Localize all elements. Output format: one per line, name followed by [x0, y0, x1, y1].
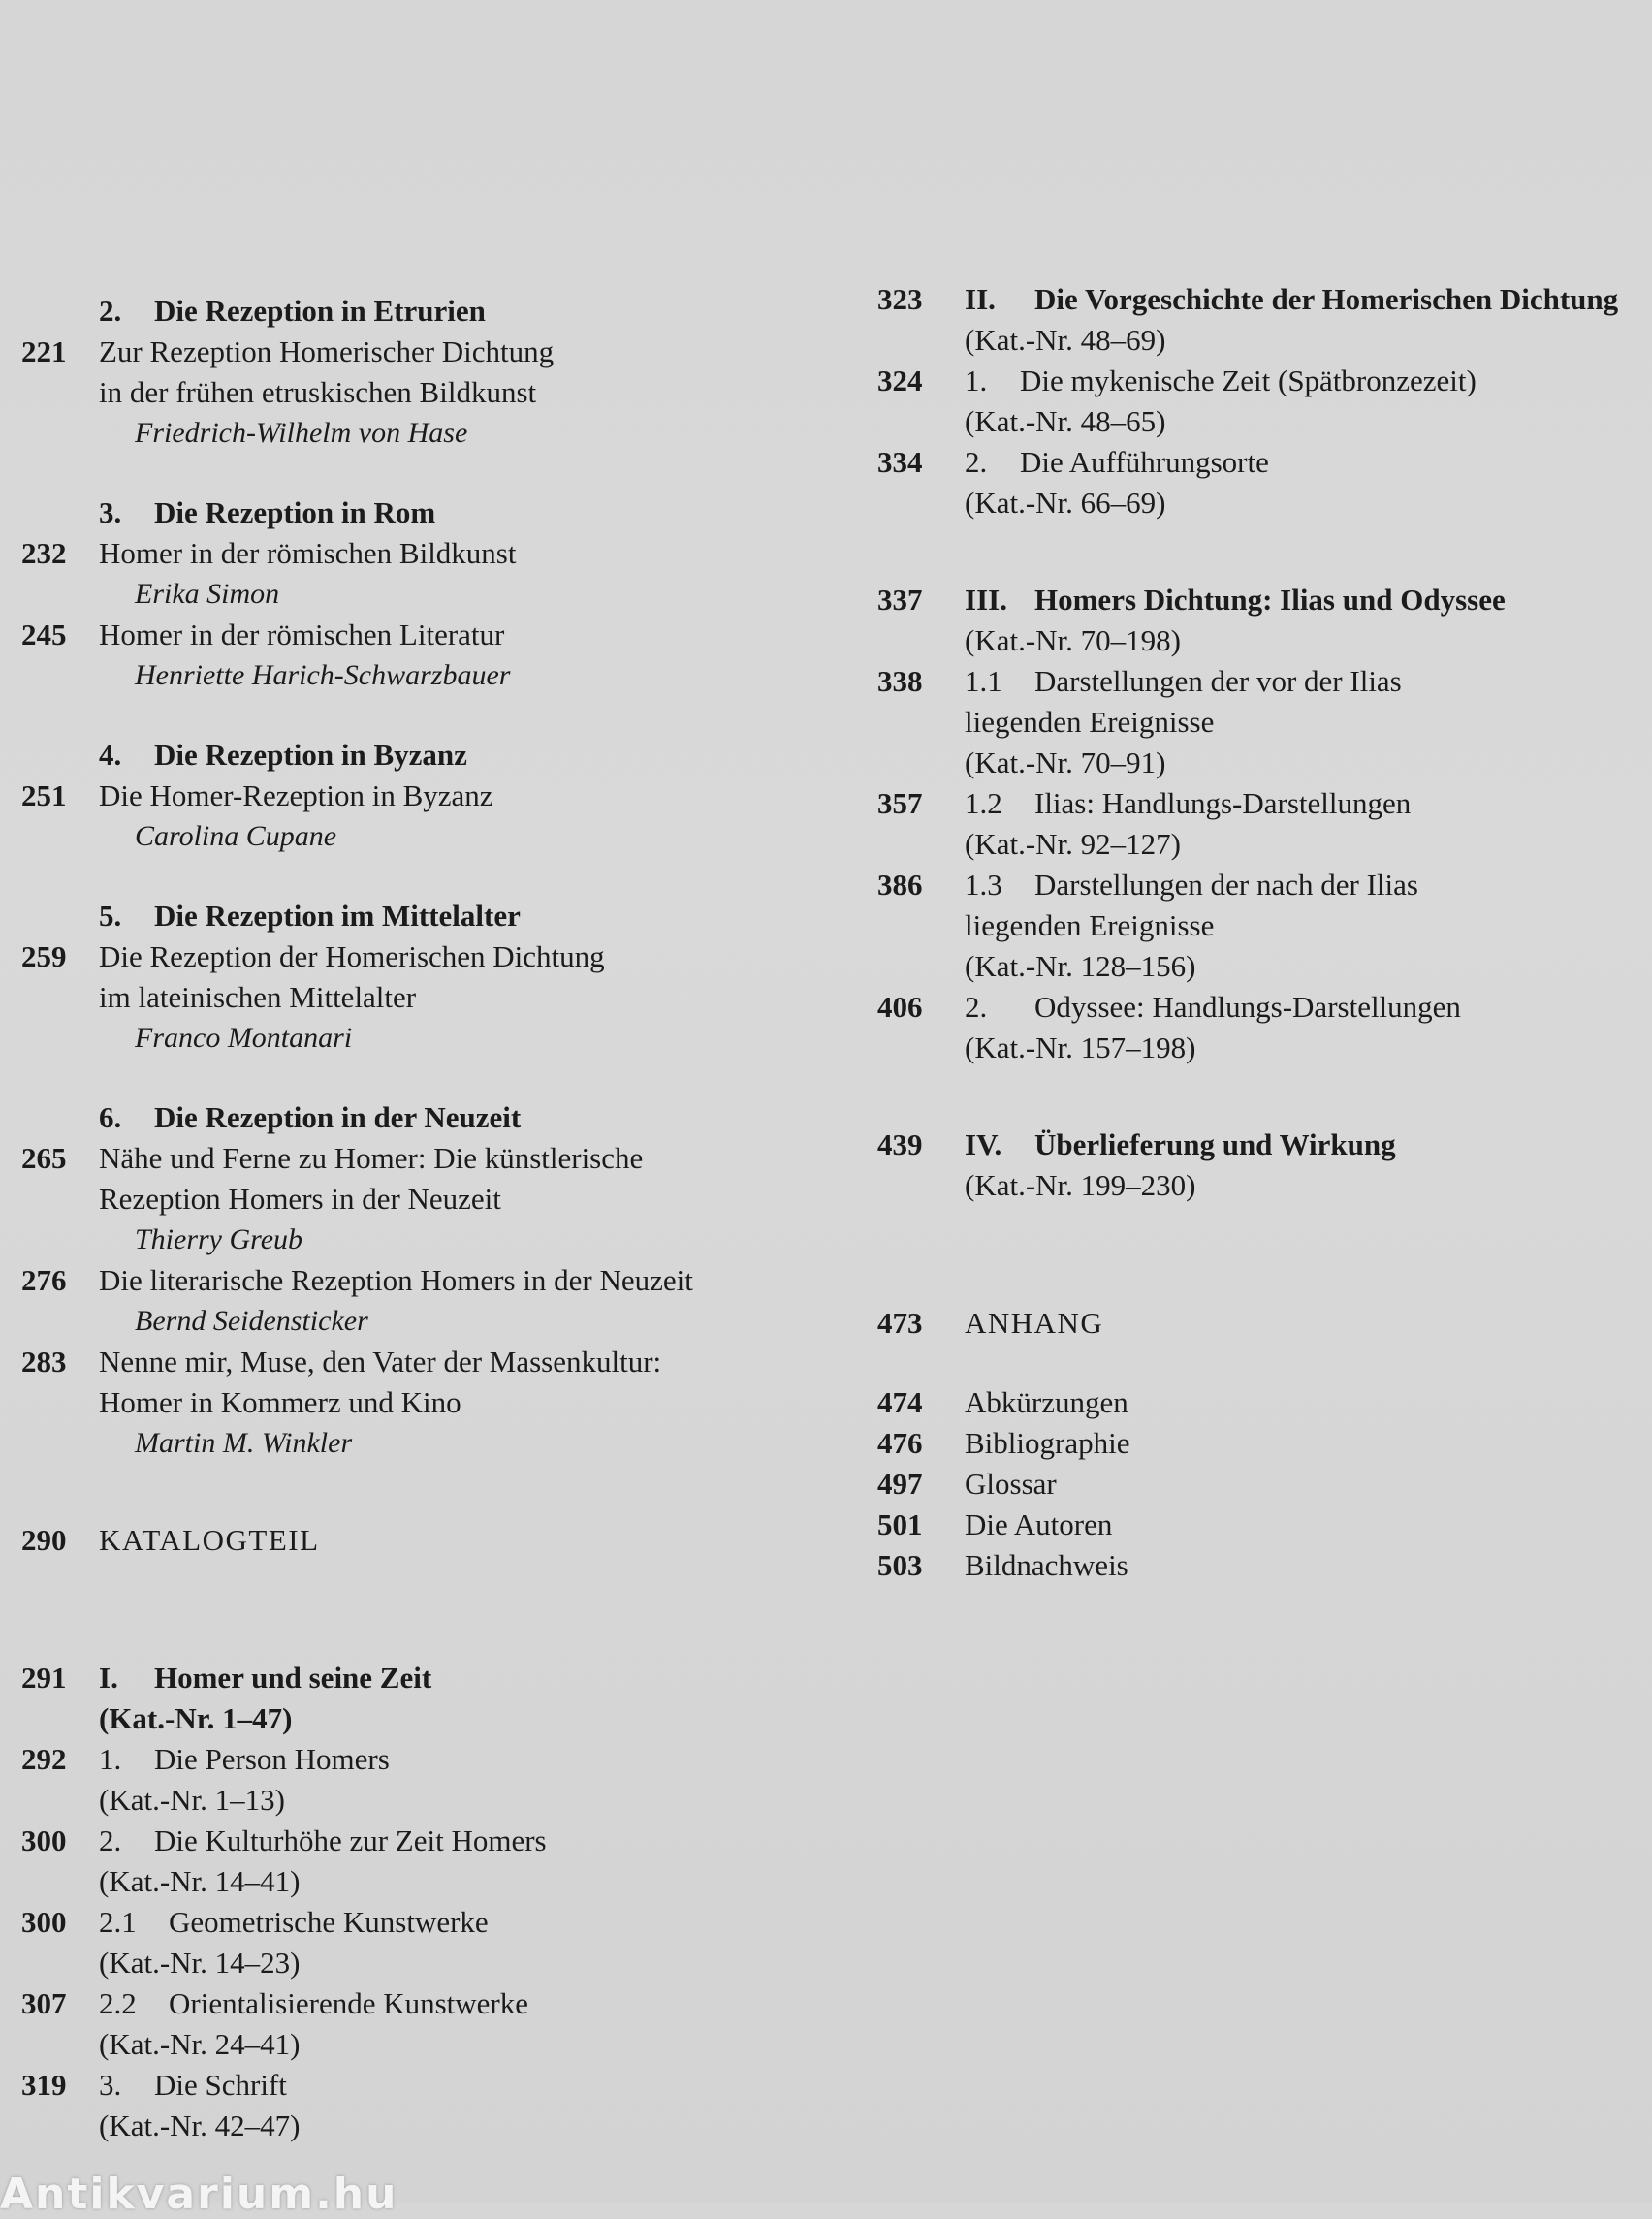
catalog-range: (Kat.-Nr. 70–198): [965, 623, 1181, 657]
catalog-title: Darstellungen der nach der Ilias: [1034, 868, 1418, 902]
page-number: 334: [877, 445, 923, 479]
section-title: Die Rezeption in der Neuzeit: [154, 1100, 522, 1134]
appendix-label: Bildnachweis: [965, 1548, 1128, 1582]
section-title: Die Rezeption im Mittelalter: [154, 899, 521, 933]
catalog-title: Die Schrift: [154, 2068, 287, 2102]
page-number: 473: [877, 1306, 923, 1340]
entry-title: Zur Rezeption Homerischer Dichtung: [99, 334, 555, 368]
page-number: 503: [877, 1548, 923, 1582]
catalog-entry: [21, 1739, 845, 1780]
section-gap: [21, 454, 845, 492]
catalog-entry: [877, 279, 1643, 320]
catalog-title: Die Aufführungsorte: [1020, 445, 1269, 479]
catalog-title-continued: liegenden Ereignisse: [965, 908, 1215, 942]
toc-left-column: [21, 291, 845, 2146]
appendix-entry: [877, 1545, 1643, 1586]
page-number: 319: [21, 2068, 67, 2102]
section-gap: [877, 523, 1643, 580]
appendix-label: Glossar: [965, 1467, 1057, 1501]
appendix-entry: [877, 1464, 1643, 1505]
toc-entry: [21, 1138, 845, 1179]
section-number: 4.: [99, 738, 122, 772]
catalog-entry: [877, 987, 1643, 1028]
entry-title: Nähe und Ferne zu Homer: Die künstlerische: [99, 1141, 644, 1175]
entry-author: Martin M. Winkler: [135, 1427, 353, 1459]
catalog-title: Geometrische Kunstwerke: [169, 1905, 489, 1939]
entry-author: Henriette Harich-Schwarzbauer: [135, 659, 511, 691]
anhang-heading: [877, 1303, 1643, 1344]
catalog-mark: 2.: [99, 1823, 122, 1857]
catalog-range: (Kat.-Nr. 24–41): [99, 2027, 301, 2061]
toc-entry: [21, 1342, 845, 1382]
page-number: 501: [877, 1507, 923, 1541]
catalog-entry-text: [99, 2065, 845, 2106]
catalog-entry: [21, 1902, 845, 1943]
katalog-heading: [21, 1520, 845, 1561]
page-number: 300: [21, 1905, 67, 1939]
page-number: 497: [877, 1467, 923, 1501]
catalog-mark: 2.: [965, 990, 988, 1024]
page-number: 276: [21, 1263, 67, 1297]
page-number: 300: [21, 1823, 67, 1857]
catalog-title: Darstellungen der vor der Ilias: [1034, 664, 1402, 698]
appendix-entry: [877, 1505, 1643, 1545]
section-gap: [21, 857, 845, 896]
section-number: 5.: [99, 899, 122, 933]
page-number: 386: [877, 868, 923, 902]
catalog-entry: [21, 1821, 845, 1861]
entry-title: Die Rezeption der Homerischen Dichtung: [99, 939, 605, 973]
entry-author: Franco Montanari: [135, 1022, 353, 1054]
entry-title: Die literarische Rezeption Homers in der Neuzeit: [99, 1263, 693, 1297]
page-number: 245: [21, 618, 67, 651]
catalog-entry-text: [99, 1983, 845, 2024]
catalog-title: Odyssee: Handlungs-Darstellungen: [1034, 990, 1461, 1024]
section-heading-text: [99, 492, 845, 533]
catalog-entry: [21, 1983, 845, 2024]
catalog-entry-text: [965, 783, 1643, 824]
section-number: 6.: [99, 1100, 122, 1134]
entry-title: Nenne mir, Muse, den Vater der Massenkultur:: [99, 1345, 662, 1379]
toc-entry: [21, 533, 845, 574]
catalog-title: Die Person Homers: [154, 1742, 390, 1776]
catalog-range: (Kat.-Nr. 14–23): [99, 1946, 301, 1980]
entry-title: Homer in der römischen Bildkunst: [99, 536, 517, 570]
watermark-text: Antikvarium.hu: [0, 2170, 398, 2219]
entry-author: Bernd Seidensticker: [135, 1305, 368, 1337]
catalog-mark: III.: [965, 583, 1007, 617]
entry-title-continued: im lateinischen Mittelalter: [99, 980, 417, 1014]
catalog-mark: 2.2: [99, 1986, 137, 2020]
katalog-label: KATALOGTEIL: [99, 1523, 320, 1557]
catalog-entry-text: [965, 442, 1643, 483]
anhang-label: ANHANG: [965, 1306, 1104, 1340]
section-number: 2.: [99, 294, 122, 328]
page-number: 221: [21, 334, 67, 368]
catalog-range: (Kat.-Nr. 157–198): [965, 1030, 1196, 1064]
catalog-entry-text: [965, 987, 1643, 1028]
section-number: 3.: [99, 495, 122, 529]
section-heading-text: [99, 291, 845, 332]
catalog-entry: [877, 442, 1643, 483]
catalog-range: (Kat.-Nr. 70–91): [965, 745, 1166, 779]
entry-author: Erika Simon: [135, 578, 280, 610]
catalog-mark: 1.: [99, 1742, 122, 1776]
catalog-entry-text: [99, 1821, 845, 1861]
section-gap: [21, 1464, 845, 1520]
entry-title: Die Homer-Rezeption in Byzanz: [99, 778, 493, 812]
entry-author: Carolina Cupane: [135, 820, 337, 852]
catalog-title: Überlieferung und Wirkung: [1034, 1127, 1396, 1161]
catalog-title: Ilias: Handlungs-Darstellungen: [1034, 786, 1412, 820]
toc-entry: [21, 615, 845, 655]
page-number: 291: [21, 1661, 67, 1695]
catalog-mark: 1.3: [965, 868, 1002, 902]
catalog-range: (Kat.-Nr. 1–13): [99, 1783, 285, 1817]
section-gap: [877, 1344, 1643, 1382]
catalog-range: (Kat.-Nr. 42–47): [99, 2108, 301, 2142]
catalog-range: (Kat.-Nr. 48–65): [965, 404, 1166, 438]
catalog-entry-text: [965, 361, 1643, 401]
catalog-entry-text: [99, 1739, 845, 1780]
catalog-entry: [877, 361, 1643, 401]
page-number: 406: [877, 990, 923, 1024]
page-number: 232: [21, 536, 67, 570]
section-title: Die Rezeption in Etrurien: [154, 294, 486, 328]
catalog-mark: I.: [99, 1661, 118, 1695]
catalog-mark: 2.: [965, 445, 988, 479]
section-gap: [21, 1059, 845, 1097]
entry-title-continued: in der frühen etruskischen Bildkunst: [99, 375, 537, 409]
appendix-label: Abkürzungen: [965, 1385, 1128, 1419]
section-heading-text: [99, 1097, 845, 1138]
catalog-mark: 1.1: [965, 664, 1002, 698]
catalog-entry-text: [965, 865, 1643, 905]
section-heading-text: [99, 896, 845, 936]
entry-title: Homer in der römischen Literatur: [99, 618, 505, 651]
catalog-range: (Kat.-Nr. 128–156): [965, 949, 1196, 983]
entry-title-continued: Rezeption Homers in der Neuzeit: [99, 1182, 501, 1216]
section-gap: [877, 1206, 1643, 1303]
catalog-title: Homer und seine Zeit: [154, 1661, 432, 1695]
catalog-title: Die Kulturhöhe zur Zeit Homers: [154, 1823, 547, 1857]
page-number: 292: [21, 1742, 67, 1776]
appendix-label: Die Autoren: [965, 1507, 1113, 1541]
section-gap: [21, 1561, 845, 1658]
catalog-mark: 1.: [965, 364, 988, 397]
section-heading: [21, 1097, 845, 1138]
catalog-title: Die mykenische Zeit (Spätbronzezeit): [1020, 364, 1477, 397]
catalog-range: (Kat.-Nr. 92–127): [965, 827, 1181, 861]
page-number: 338: [877, 664, 923, 698]
appendix-entry: [877, 1423, 1643, 1464]
toc-entry: [21, 1260, 845, 1301]
toc-entry: [21, 776, 845, 816]
appendix-label: Bibliographie: [965, 1426, 1130, 1460]
page-number: 283: [21, 1345, 67, 1379]
catalog-entry-text: [965, 1125, 1643, 1165]
catalog-mark: 1.2: [965, 786, 1002, 820]
page-number: 290: [21, 1523, 67, 1557]
catalog-mark: 3.: [99, 2068, 122, 2102]
section-heading: [21, 735, 845, 776]
page-number: 439: [877, 1127, 923, 1161]
section-heading-text: [99, 735, 845, 776]
toc-right-column: [877, 279, 1643, 1586]
catalog-mark: II.: [965, 282, 996, 316]
section-gap: [21, 696, 845, 735]
entry-title-continued: Homer in Kommerz und Kino: [99, 1385, 461, 1419]
catalog-range: (Kat.-Nr. 1–47): [99, 1701, 293, 1735]
entry-author: Friedrich-Wilhelm von Hase: [135, 417, 468, 449]
catalog-entry-text: [965, 661, 1643, 702]
catalog-title-continued: liegenden Ereignisse: [965, 705, 1215, 739]
catalog-entry: [21, 1658, 845, 1698]
catalog-title: Orientalisierende Kunstwerke: [169, 1986, 529, 2020]
catalog-mark: 2.1: [99, 1905, 137, 1939]
page-number: 323: [877, 282, 923, 316]
toc-entry: [21, 332, 845, 372]
page-number: 259: [21, 939, 67, 973]
catalog-entry-text: [99, 1902, 845, 1943]
catalog-range: (Kat.-Nr. 66–69): [965, 486, 1166, 520]
page-number: 307: [21, 1986, 67, 2020]
section-gap: [877, 1068, 1643, 1125]
catalog-entry-text: [965, 580, 1643, 620]
catalog-entry-text: [965, 279, 1643, 320]
section-heading: [21, 896, 845, 936]
catalog-entry: [877, 580, 1643, 620]
catalog-title: Die Vorgeschichte der Homerischen Dichtung: [1034, 282, 1619, 316]
catalog-range: (Kat.-Nr. 48–69): [965, 323, 1166, 357]
catalog-mark: IV.: [965, 1127, 1002, 1161]
page-number: 337: [877, 583, 923, 617]
entry-author: Thierry Greub: [135, 1223, 303, 1255]
appendix-entry: [877, 1382, 1643, 1423]
catalog-entry: [877, 865, 1643, 905]
catalog-entry: [21, 2065, 845, 2106]
catalog-entry: [877, 661, 1643, 702]
section-title: Die Rezeption in Rom: [154, 495, 436, 529]
section-heading: [21, 492, 845, 533]
catalog-title: Homers Dichtung: Ilias und Odyssee: [1034, 583, 1506, 617]
toc-entry: [21, 936, 845, 977]
page-number: 476: [877, 1426, 923, 1460]
page-number: 474: [877, 1385, 923, 1419]
catalog-range: (Kat.-Nr. 14–41): [99, 1864, 301, 1898]
catalog-entry: [877, 1125, 1643, 1165]
page-number: 265: [21, 1141, 67, 1175]
section-heading: [21, 291, 845, 332]
page-number: 251: [21, 778, 67, 812]
page-number: 357: [877, 786, 923, 820]
catalog-entry: [877, 783, 1643, 824]
page-number: 324: [877, 364, 923, 397]
catalog-entry-text: [99, 1658, 845, 1698]
section-title: Die Rezeption in Byzanz: [154, 738, 467, 772]
catalog-range: (Kat.-Nr. 199–230): [965, 1168, 1196, 1202]
